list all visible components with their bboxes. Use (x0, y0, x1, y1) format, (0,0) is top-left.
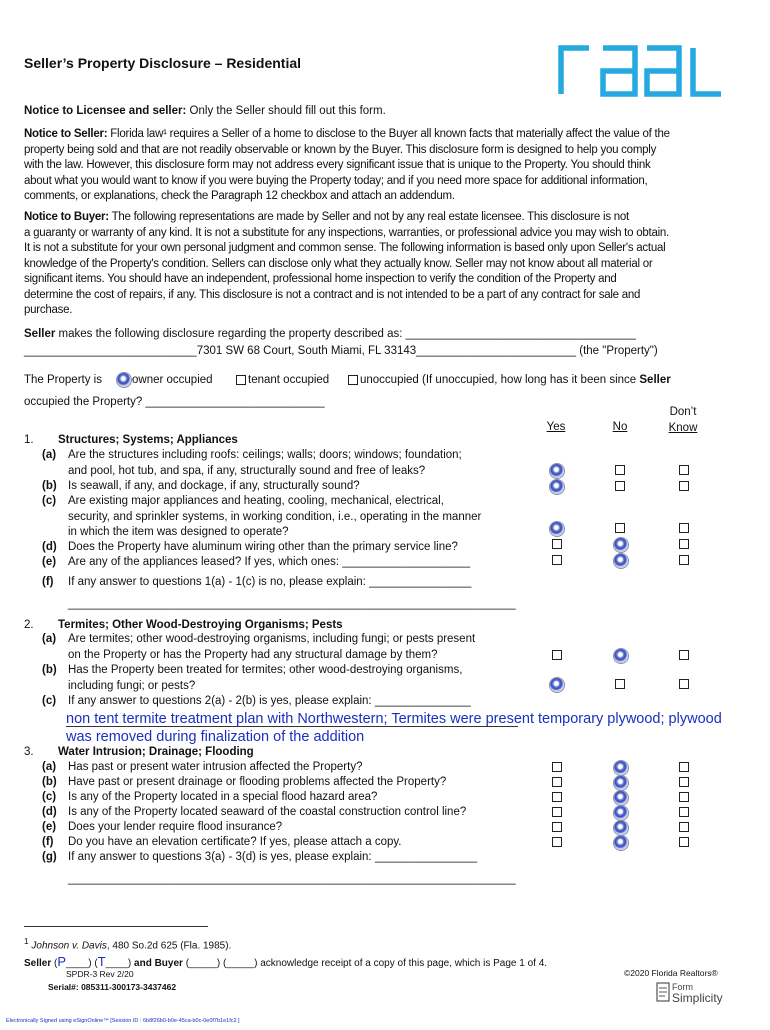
real-logo (553, 38, 725, 98)
q1d-yes-checkbox[interactable] (552, 539, 562, 549)
q3b-no-radio[interactable] (614, 776, 628, 790)
section-1-title: Structures; Systems; Appliances (58, 434, 238, 446)
q3b-yes-checkbox[interactable] (552, 777, 562, 787)
q1b-no-checkbox[interactable] (615, 481, 625, 491)
tenant-occupied-label: tenant occupied (248, 374, 330, 386)
q3c-no-radio[interactable] (614, 791, 628, 805)
section-2-title: Termites; Other Wood-Destroying Organisms; Pests (58, 619, 343, 631)
q3a-dontknow-checkbox[interactable] (679, 762, 689, 772)
q3c-yes-checkbox[interactable] (552, 792, 562, 802)
unoccupied-checkbox[interactable] (348, 375, 358, 385)
q3e-dontknow-checkbox[interactable] (679, 822, 689, 832)
q2b-dontknow-checkbox[interactable] (679, 679, 689, 689)
q3e-yes-checkbox[interactable] (552, 822, 562, 832)
q2b-yes-radio[interactable] (550, 678, 564, 692)
question-3b: (b) Have past or present drainage or flooding problems affected the Property? (42, 776, 447, 788)
q1b-dontknow-checkbox[interactable] (679, 481, 689, 491)
question-1e: (e) Are any of the appliances leased? If yes, which ones: ____________________ (42, 556, 471, 568)
q1e-dontknow-checkbox[interactable] (679, 555, 689, 565)
q3f-dontknow-checkbox[interactable] (679, 837, 689, 847)
question-2b: (b) Has the Property been treated for termites; other wood-destroying organisms, including fungi; or pests? (42, 664, 463, 692)
q3a-yes-checkbox[interactable] (552, 762, 562, 772)
question-2a: (a) Are termites; other wood-destroying organisms, including fungi; or pests present on the Property or has the Property had any structural damage by them? (42, 633, 476, 661)
notice-licensee: Notice to Licensee and seller: Only the Seller should fill out this form. (24, 105, 386, 117)
q1a-no-checkbox[interactable] (615, 465, 625, 475)
question-3d: (d) Is any of the Property located seaward of the coastal construction control line? (42, 806, 467, 818)
unoccupied-label: unoccupied (If unoccupied, how long has it been since Seller (360, 374, 671, 386)
q2b-no-checkbox[interactable] (615, 679, 625, 689)
q1d-dontknow-checkbox[interactable] (679, 539, 689, 549)
question-1b: (b) Is seawall, if any, and dockage, if any, structurally sound? (42, 480, 360, 492)
q1e-yes-checkbox[interactable] (552, 555, 562, 565)
esign-stamp: Electronically Signed using eSignOnline™ [Session ID : 6b8f26b0-b0e-45ca-b0c-0e0f7b1e1fc2 ] (6, 1018, 240, 1024)
section-1-number: 1. (24, 434, 34, 446)
seller-initials-2[interactable]: T (97, 954, 106, 969)
occupancy-row: The Property is (24, 374, 102, 386)
q1c-no-checkbox[interactable] (615, 523, 625, 533)
question-2c: (c) If any answer to questions 2(a) - 2(b) is yes, please explain: _______________ (42, 695, 471, 707)
q1a-dontknow-checkbox[interactable] (679, 465, 689, 475)
owner-occupied-label: owner occupied (132, 374, 213, 386)
q1d-no-radio[interactable] (614, 538, 628, 552)
form-simplicity-brand: Form Simplicity (672, 982, 723, 1005)
question-1a: (a) Are the structures including roofs: ceilings; walls; doors; windows; foundation; and pool, hot tub, and spa, if any, structurally sound and free of leaks? (42, 449, 462, 477)
property-address-line: ___________________________7301 SW 68 Court, South Miami, FL 33143_________________________ (the "Property") (24, 345, 658, 357)
q1b-yes-radio[interactable] (550, 480, 564, 494)
property-address[interactable]: 7301 SW 68 Court, South Miami, FL 33143 (196, 345, 417, 357)
termite-explanation[interactable]: non tent termite treatment plan with Northwestern; Termites were present temporary plywood; plywood was removed during finalization of the addition (66, 711, 722, 745)
question-3f: (f) Do you have an elevation certificate? If yes, please attach a copy. (42, 836, 402, 848)
notice-seller: Notice to Seller: Florida law¹ requires a Seller of a home to disclose to the Buyer all known facts that materially affect the value of the property being sold and that are not readily observable or known by the Buyer. This disclosure form is designed to help you comply with the law. However, this disclosure form may not address every significant issue that is unique to the Property. You should think about what you would want to know if you were buying the Property today; and if you need more space for additional information, comments, or explanations, check the Paragraph 12 checkbox and attach an addendum. (24, 128, 670, 202)
q3d-dontknow-checkbox[interactable] (679, 807, 689, 817)
question-1f: (f) If any answer to questions 1(a) - 1(c) is no, please explain: ________________ ______________________________________________________________________ (42, 576, 516, 610)
q3b-dontknow-checkbox[interactable] (679, 777, 689, 787)
q3d-no-radio[interactable] (614, 806, 628, 820)
footnote: $^1$ Johnson v. Davis, 480 So.2d 625 (Fla. 1985). (24, 936, 232, 952)
page-title: Seller’s Property Disclosure – Residential (24, 55, 302, 71)
q1c-yes-radio[interactable] (550, 522, 564, 536)
q3c-dontknow-checkbox[interactable] (679, 792, 689, 802)
acknowledgement-line: Seller (P____) (T____) and Buyer (_____) (_____) acknowledge receipt of a copy of this page, which is Page 1 of 4. (24, 954, 548, 969)
col-no: No (612, 421, 628, 433)
q2a-dontknow-checkbox[interactable] (679, 650, 689, 660)
q3a-no-radio[interactable] (614, 761, 628, 775)
question-3e: (e) Does your lender require flood insurance? (42, 821, 283, 833)
tenant-occupied-checkbox[interactable] (236, 375, 246, 385)
question-1d: (d) Does the Property have aluminum wiring other than the primary service line? (42, 541, 458, 553)
q3d-yes-checkbox[interactable] (552, 807, 562, 817)
q3f-yes-checkbox[interactable] (552, 837, 562, 847)
copyright: ©2020 Florida Realtors® (624, 968, 718, 978)
section-3-title: Water Intrusion; Drainage; Flooding (58, 746, 254, 758)
col-dont-know: Don’t Know (668, 406, 698, 434)
q1a-yes-radio[interactable] (550, 464, 564, 478)
section-2-number: 2. (24, 619, 34, 631)
occupied-since-field[interactable]: occupied the Property? ____________________________ (24, 396, 325, 408)
property-intro: Seller makes the following disclosure regarding the property described as: ____________________________________ (24, 328, 636, 340)
question-3c: (c) Is any of the Property located in a special flood hazard area? (42, 791, 378, 803)
q2a-yes-checkbox[interactable] (552, 650, 562, 660)
q1e-no-radio[interactable] (614, 554, 628, 568)
serial-number: Serial#: 085311-300173-3437462 (48, 982, 177, 992)
seller-initials-1[interactable]: P (57, 954, 67, 969)
section-3-number: 3. (24, 746, 34, 758)
question-1c: (c) Are existing major appliances and heating, cooling, mechanical, electrical, security, and sprinkler systems, in working condition, i.e., operating in the manner in which the item was designed to operate? (42, 495, 482, 538)
q1c-dontknow-checkbox[interactable] (679, 523, 689, 533)
form-simplicity-icon (656, 982, 670, 1002)
explain-line-2 (66, 726, 518, 727)
q3f-no-radio[interactable] (614, 836, 628, 850)
question-3a: (a) Has past or present water intrusion affected the Property? (42, 761, 363, 773)
footnote-rule (24, 926, 208, 927)
owner-occupied-radio[interactable] (117, 373, 131, 387)
q2a-no-radio[interactable] (614, 649, 628, 663)
col-yes: Yes (546, 421, 566, 433)
notice-buyer: Notice to Buyer: The following representations are made by Seller and not by any real estate licensee. This disclosure is not a guaranty or warranty of any kind. It is not a substitute for any inspections, warranties, or professional advice you may wish to obtain. It is not a substitute for your own personal judgment and common sense. The following information is based only upon Seller's actual knowledge of the Property's condition. Sellers can disclose only what they actually know. Seller may not know about all material or significant items. You should have an independent, professional home inspection to verify the condition of the Property and determine the cost of repairs, if any. This disclosure is not a contract and is not intended to be a part of any contract for sale and purchase. (24, 211, 669, 316)
form-id: SPDR-3 Rev 2/20 (66, 969, 134, 979)
question-3g: (g) If any answer to questions 3(a) - 3(d) is yes, please explain: ________________ ______________________________________________________________________ (42, 851, 516, 885)
q3e-no-radio[interactable] (614, 821, 628, 835)
